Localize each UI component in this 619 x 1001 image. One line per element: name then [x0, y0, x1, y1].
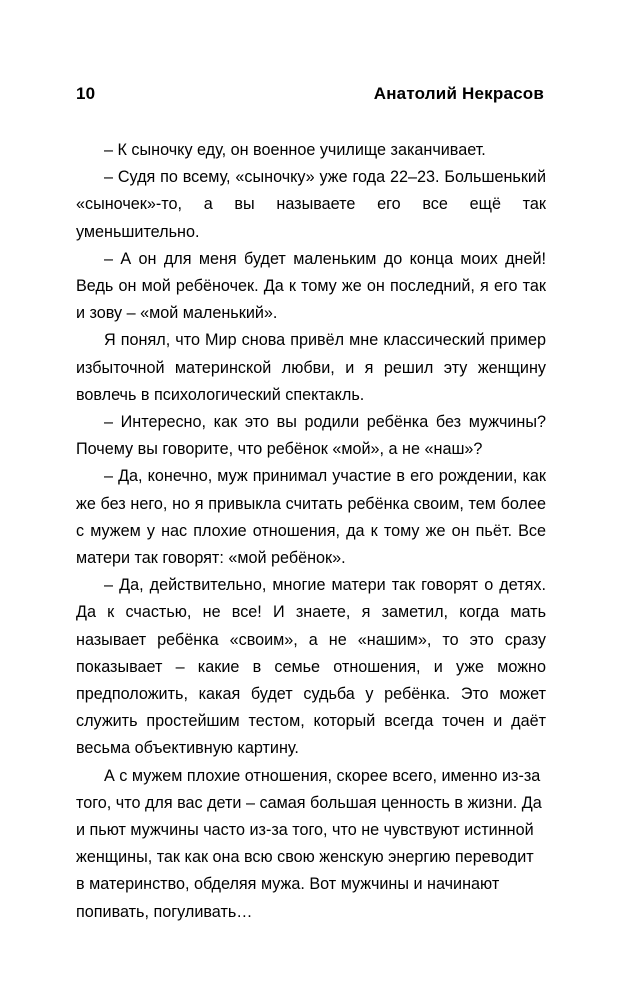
paragraph: – Судя по всему, «сыночку» уже года 22–23. Большенький «сыночек»-то, а вы называете его все ещё так уменьшительно. [76, 168, 546, 241]
page-header [76, 84, 544, 104]
paragraph: – А он для меня будет маленьким до конца моих дней! Ведь он мой ребёночек. Да к тому же он последний, я его так и зову – «мой маленький». [76, 249, 546, 323]
paragraph: – Да, конечно, муж принимал участие в его рождении, как же без него, но я привыкла считать ребёнка своим, тем более с мужем у нас плохие отношения, да к тому же он пьёт. Все матери так говорят: «мой ребёнок». [76, 467, 546, 568]
paragraph: А с мужем плохие отношения, скорее всего, именно из-за того, что для вас дети – самая большая ценность в жизни. Да и пьют мужчины часто из-за того, что не чувствуют истинной женщины, так как она всю свою женскую энергию переводит в материнство, обделяя мужа. Вот мужчины и начинают попивать, погуливать… [76, 766, 542, 921]
body-text [76, 137, 546, 926]
page-number: 10 [76, 84, 96, 103]
paragraph: – Да, действительно, многие матери так говорят о детях. Да к счастью, не все! И знаете, я заметил, когда мать называет ребёнка «своим», а не «нашим», то это сразу показывает – какие в семье отношения, и уже можно предположить, какая будет судьба у ребёнка. Это может служить простейшим тестом, который всегда точен и даёт весьма объективную картину. [76, 576, 546, 758]
paragraph: – К сыночку еду, он военное училище заканчивает. [104, 141, 486, 159]
paragraph: – Интересно, как это вы родили ребёнка без мужчины? Почему вы говорите, что ребёнок «мой», а не «наш»? [76, 413, 546, 459]
paragraph: Я понял, что Мир снова привёл мне классический пример избыточной материнской любви, и я решил эту женщину вовлечь в психологический спектакль. [76, 331, 546, 404]
running-head-author: Анатолий Некрасов [373, 84, 544, 103]
